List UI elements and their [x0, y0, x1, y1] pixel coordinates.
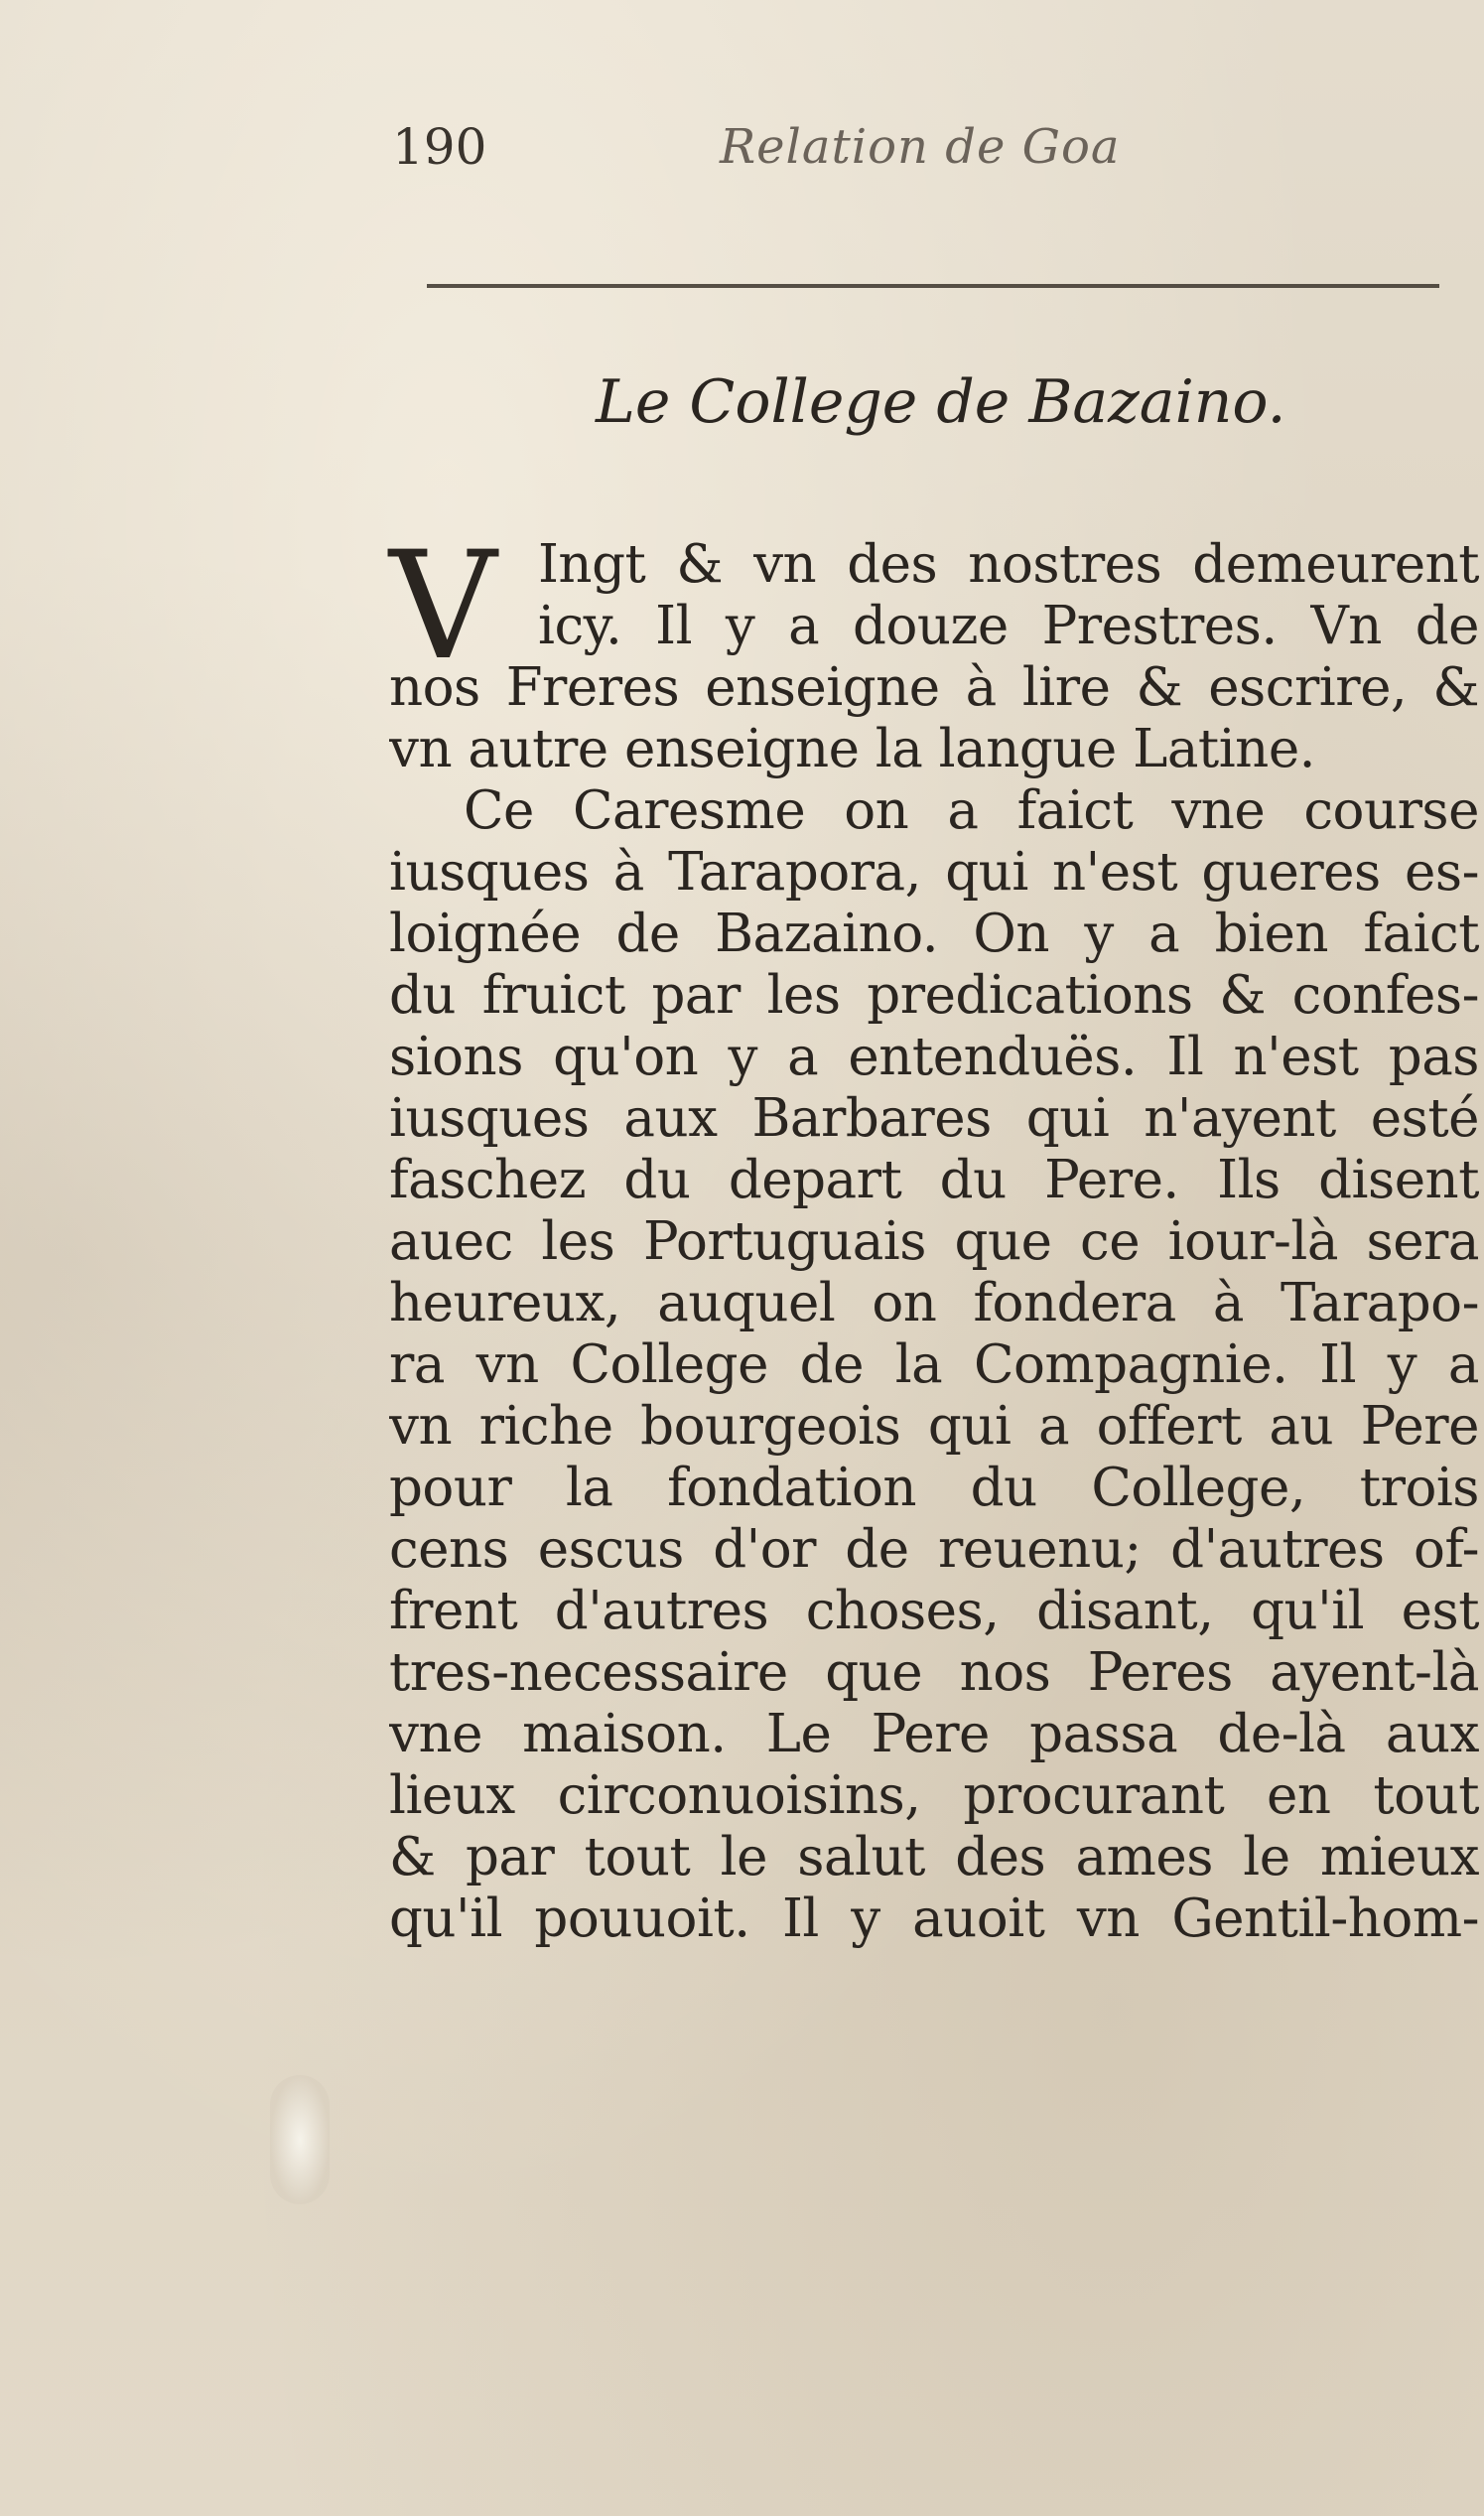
- text-line: tres-necessaire que nos Peres ayent-là: [389, 1642, 1479, 1703]
- text-line: Ingt & vn des nostres demeurent: [538, 534, 1479, 595]
- text-line: iusques aux Barbares qui n'ayent esté: [389, 1088, 1479, 1149]
- running-head: [392, 107, 1147, 187]
- text-line: loignée de Bazaino. On y a bien faict: [389, 904, 1479, 964]
- text-line: auec les Portuguais que ce iour-là sera: [389, 1211, 1479, 1272]
- text-line: & par tout le salut des ames le mieux: [389, 1827, 1479, 1887]
- text-line: pour la fondation du College, trois: [389, 1458, 1479, 1518]
- text-line: ra vn College de la Compagnie. Il y a: [389, 1334, 1479, 1395]
- body-text: [389, 520, 1479, 1950]
- text-line: qu'il pouuoit. Il y auoit vn Gentil-hom-: [389, 1888, 1479, 1949]
- text-line: vne maison. Le Pere passa de-là aux: [389, 1704, 1479, 1764]
- text-line: cens escus d'or de reuenu; d'autres of-: [389, 1519, 1479, 1580]
- text-line: icy. Il y a douze Prestres. Vn de: [538, 596, 1479, 656]
- header-rule: [427, 284, 1439, 288]
- text-line: lieux circonuoisins, procurant en tout: [389, 1765, 1479, 1826]
- text-line: frent d'autres choses, disant, qu'il est: [389, 1581, 1479, 1641]
- running-title: Relation de Goa: [720, 119, 1121, 175]
- text-line: nos Freres enseigne à lire & escrire, &: [389, 657, 1479, 718]
- text-line: Ce Caresme on a faict vne course: [464, 780, 1479, 841]
- text-line: vn autre enseigne la langue Latine.: [389, 719, 1316, 779]
- text-line: iusques à Tarapora, qui n'est gueres es-: [389, 842, 1479, 903]
- drop-cap: V: [389, 520, 497, 693]
- text-line: sions qu'on y a entenduës. Il n'est pas: [389, 1027, 1479, 1087]
- text-line: faschez du depart du Pere. Ils disent: [389, 1150, 1479, 1210]
- text-line: du fruict par les predications & confes-: [389, 965, 1479, 1026]
- text-line: heureux, auquel on fondera à Tarapo-: [389, 1273, 1479, 1333]
- paper-blemish: [270, 2075, 330, 2204]
- page-number: 190: [392, 118, 487, 176]
- text-line: vn riche bourgeois qui a offert au Pere: [389, 1396, 1479, 1457]
- section-title: Le College de Bazaino.: [596, 367, 1286, 437]
